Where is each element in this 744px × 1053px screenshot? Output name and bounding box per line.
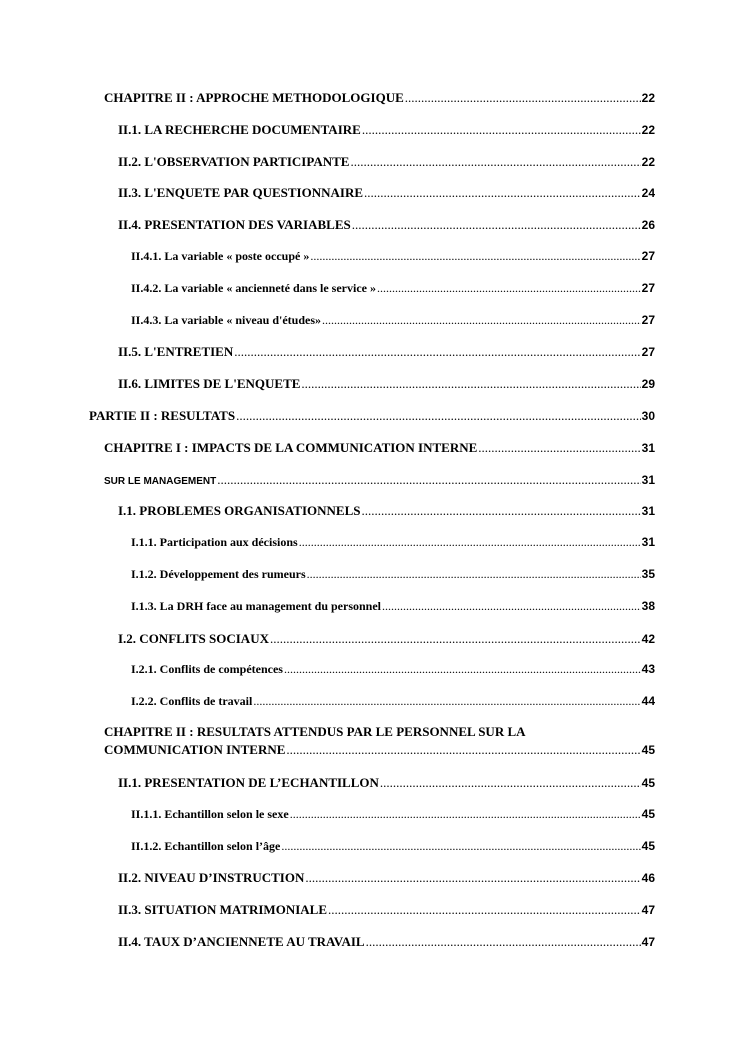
dot-leader — [299, 535, 641, 550]
toc-entry-page: 31 — [641, 441, 655, 455]
toc-entry-page: 31 — [641, 535, 655, 549]
toc-entry-title: II.3. SITUATION MATRIMONIALE — [118, 902, 327, 917]
dot-leader — [478, 440, 640, 456]
toc-entry[interactable] — [131, 839, 655, 854]
toc-entry[interactable] — [131, 249, 655, 264]
dot-leader — [301, 376, 640, 392]
dot-leader — [217, 472, 640, 488]
toc-entry[interactable] — [131, 535, 655, 550]
toc-entry-title: II.1.1. Echantillon selon le sexe — [131, 807, 289, 821]
toc-entry-title: COMMUNICATION INTERNE — [104, 742, 286, 757]
dot-leader — [328, 902, 641, 918]
toc-entry[interactable] — [118, 631, 655, 647]
toc-entry[interactable] — [104, 742, 655, 758]
toc-entry[interactable] — [118, 870, 655, 886]
toc-entry-page: 29 — [641, 377, 655, 391]
dot-leader — [322, 313, 641, 328]
toc-entry[interactable] — [118, 775, 655, 791]
toc-entry[interactable] — [131, 599, 655, 614]
toc-entry[interactable] — [118, 122, 655, 138]
toc-entry-page: 22 — [641, 123, 655, 137]
dot-leader — [307, 567, 641, 582]
dot-leader — [310, 249, 640, 264]
toc-entry-title: II.3. L'ENQUETE PAR QUESTIONNAIRE — [118, 185, 364, 200]
dot-leader — [350, 154, 640, 170]
toc-entry[interactable] — [104, 472, 655, 488]
toc-entry-page: 46 — [641, 871, 655, 885]
dot-leader — [366, 934, 641, 950]
toc-entry[interactable] — [131, 662, 655, 677]
dot-leader — [361, 503, 640, 519]
toc-entry-page: 27 — [641, 249, 655, 263]
dot-leader — [286, 742, 640, 758]
toc-entry[interactable] — [131, 313, 655, 328]
toc-entry[interactable] — [118, 934, 655, 950]
toc-entry-title: CHAPITRE II : APPROCHE METHODOLOGIQUE — [104, 90, 404, 105]
toc-entry-title: II.4. TAUX D’ANCIENNETE AU TRAVAIL — [118, 934, 365, 949]
toc-entry-title: I.1. PROBLEMES ORGANISATIONNELS — [118, 503, 361, 518]
toc-entry-title: PARTIE II : RESULTATS — [89, 408, 236, 423]
toc-entry-page: 24 — [641, 186, 655, 200]
toc-entry-page: 43 — [641, 662, 655, 676]
toc-entry-title: I.2.1. Conflits de compétences — [131, 662, 283, 676]
toc-entry-page: 22 — [641, 91, 655, 105]
toc-entry-page: 45 — [641, 839, 655, 853]
dot-leader — [352, 217, 641, 233]
toc-entry-title: I.2. CONFLITS SOCIAUX — [118, 631, 269, 646]
toc-entry-title: II.4.3. La variable « niveau d'études» — [131, 313, 322, 327]
dot-leader — [364, 185, 641, 201]
toc-entry-page: 47 — [641, 935, 655, 949]
toc-entry-title: II.4.1. La variable « poste occupé » — [131, 249, 310, 263]
dot-leader — [405, 90, 641, 106]
dot-leader — [382, 599, 641, 614]
toc-entry[interactable] — [131, 567, 655, 582]
dot-leader — [236, 408, 641, 424]
toc-entry-page: 31 — [641, 473, 655, 487]
dot-leader — [362, 122, 641, 138]
toc-entry-title: SUR LE MANAGEMENT — [104, 476, 217, 487]
dot-leader — [305, 870, 640, 886]
toc-entry-title: II.1. LA RECHERCHE DOCUMENTAIRE — [118, 122, 361, 137]
toc-entry-page: 45 — [641, 776, 655, 790]
toc-entry[interactable] — [118, 185, 655, 201]
toc-entry-title: II.1. PRESENTATION DE L’ECHANTILLON — [118, 775, 379, 790]
toc-entry[interactable] — [118, 154, 655, 170]
dot-leader — [377, 281, 641, 296]
toc-entry-title: II.2. L'OBSERVATION PARTICIPANTE — [118, 154, 350, 169]
toc-entry-page: 31 — [641, 504, 655, 518]
toc-entry-page: 27 — [641, 345, 655, 359]
dot-leader — [380, 775, 641, 791]
dot-leader — [270, 631, 641, 647]
toc-entry-title: I.1.1. Participation aux décisions — [131, 535, 298, 549]
toc-entry-page: 44 — [641, 694, 655, 708]
toc-entry-title: I.1.2. Développement des rumeurs — [131, 567, 306, 581]
toc-entry-page: 35 — [641, 567, 655, 581]
toc-entry[interactable] — [89, 408, 655, 424]
toc-entry-page: 42 — [641, 632, 655, 646]
toc-entry[interactable] — [118, 217, 655, 233]
dot-leader — [281, 839, 640, 854]
dot-leader — [284, 662, 641, 677]
toc-entry[interactable] — [104, 440, 655, 456]
toc-entry[interactable] — [104, 90, 655, 106]
toc-entry-title: II.6. LIMITES DE L'ENQUETE — [118, 376, 301, 391]
dot-leader — [234, 344, 640, 360]
toc-entry[interactable] — [118, 902, 655, 918]
toc-entry-page: 30 — [641, 409, 655, 423]
toc-entry-page: 27 — [641, 281, 655, 295]
toc-entry[interactable] — [118, 344, 655, 360]
toc-entry-page: 45 — [641, 807, 655, 821]
toc-entry-title: II.4.2. La variable « ancienneté dans le service » — [131, 281, 376, 295]
toc-entry-page: 27 — [641, 313, 655, 327]
toc-entry-title: II.1.2. Echantillon selon l’âge — [131, 839, 281, 853]
toc-entry-page: 26 — [641, 218, 655, 232]
toc-entry-title: CHAPITRE I : IMPACTS DE LA COMMUNICATION INTERNE — [104, 440, 478, 455]
toc-entry[interactable] — [131, 694, 655, 709]
toc-entry[interactable] — [131, 807, 655, 822]
toc-entry-page: 22 — [641, 155, 655, 169]
toc-entry-title: II.5. L'ENTRETIEN — [118, 344, 234, 359]
toc-entry[interactable] — [118, 503, 655, 519]
toc-entry-title: II.4. PRESENTATION DES VARIABLES — [118, 217, 351, 232]
toc-entry-page: 45 — [641, 743, 655, 757]
toc-entry-title: II.2. NIVEAU D’INSTRUCTION — [118, 870, 305, 885]
toc-entry[interactable] — [118, 376, 655, 392]
toc-entry-title: I.1.3. La DRH face au management du personnel — [131, 599, 382, 613]
dot-leader — [253, 694, 640, 709]
toc-entry-page: 38 — [641, 599, 655, 613]
toc-entry-title: I.2.2. Conflits de travail — [131, 694, 253, 708]
toc-entry-page: 47 — [641, 903, 655, 917]
dot-leader — [290, 807, 641, 822]
toc-entry-title-line1[interactable]: CHAPITRE II : RESULTATS ATTENDUS PAR LE PERSONNEL SUR LA — [104, 724, 526, 739]
toc-entry[interactable] — [131, 281, 655, 296]
